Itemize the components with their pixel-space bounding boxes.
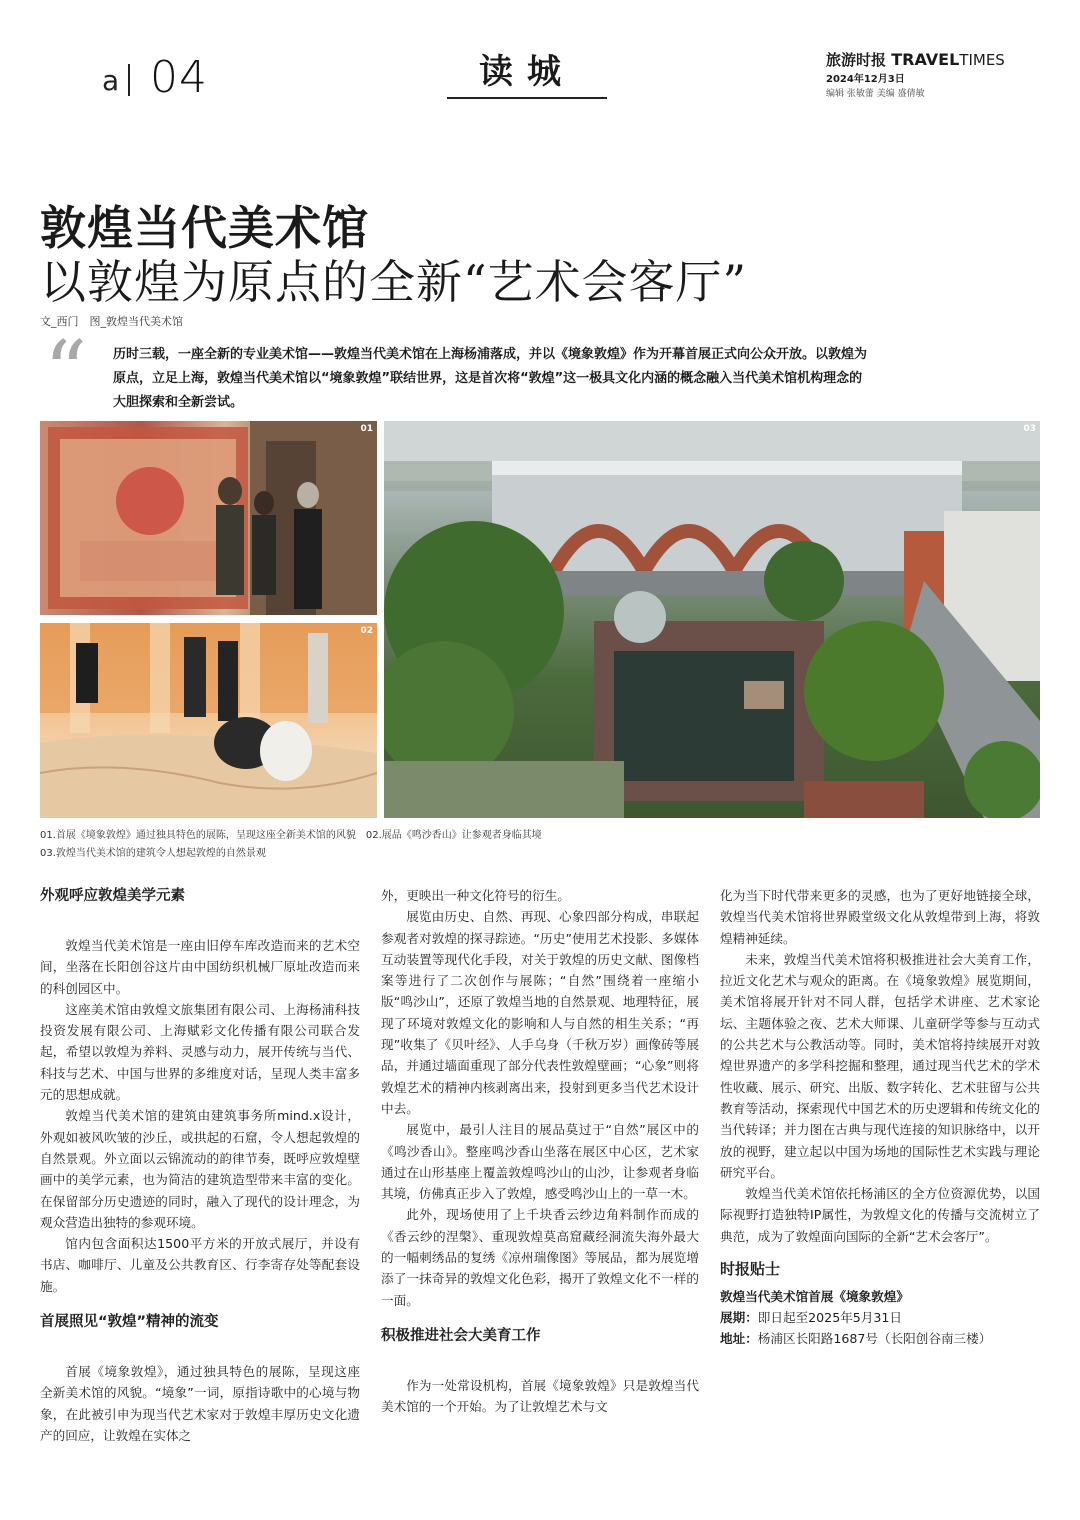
- tips-address-label: 地址：: [720, 1331, 758, 1347]
- lead-paragraph: 历时三载，一座全新的专业美术馆——敦煌当代美术馆在上海杨浦落成，并以《境象敦煌》作为开幕首展正式向公众开放。以敦煌为原点，立足上海，敦煌当代美术馆以“境象敦煌”联结世界，这是首次将“敦煌”这一极具文化内涵的概念融入当代美术馆机构理念的大胆探索和全新尝试。: [113, 347, 868, 410]
- brand-cn: 旅游时报: [826, 51, 887, 69]
- paragraph: 敦煌当代美术馆是一座由旧停车库改造而来的艺术空间，坐落在长阳创谷这片由中国纺织机械厂原址改造而来的科创园区中。: [40, 938, 360, 996]
- page-number: 04: [150, 52, 208, 103]
- byline: 文_西门 图_敦煌当代美术馆: [40, 315, 183, 328]
- paragraph: 馆内包含面积达1500平方米的开放式展厅，并设有书店、咖啡厅、儿童及公共教育区、行李寄存处等配套设施。: [40, 1236, 360, 1294]
- article-column-2: [381, 885, 699, 1418]
- photo-museum-aerial: [384, 421, 1040, 818]
- paragraph: 敦煌当代美术馆依托杨浦区的全方位资源优势，以国际视野打造独特IP属性，为敦煌文化的传播与交流树立了典范，成为了敦煌面向国际的全新“艺术会客厅”。: [720, 1186, 1040, 1244]
- headline-sub: 以敦煌为原点的全新“艺术会客厅”: [40, 255, 748, 309]
- paragraph: 展览由历史、自然、再现、心象四部分构成，串联起参观者对敦煌的探寻踪迹。“历史”使用艺术投影、多媒体互动装置等现代化手段，对关于敦煌的历史文献、图像档案等进行了二次创作与展陈；“自然”围绕着一座缩小版“鸣沙山”，还原了敦煌当地的自然景观、地理特征，展现了环境对敦煌文化的影响和人与自然的相生关系；“再现”收集了《贝叶经》、人手乌身（千秋万岁）画像砖等展品，并通过墙面重现了部分代表性敦煌壁画；“心象”则将敦煌艺术的精神内核剥离出来，投射到更多当代艺术设计中去。: [381, 909, 699, 1116]
- tips-exhibit-name: 敦煌当代美术馆首展《境象敦煌》: [720, 1289, 909, 1305]
- brand-en-suffix: TIMES: [959, 51, 1005, 69]
- tips-address-value: 杨浦区长阳路1687号（长阳创谷南三楼）: [757, 1331, 992, 1347]
- paragraph: 首展《境象敦煌》，通过独具特色的展陈，呈现这座全新美术馆的风貌。“境象”一词，原指诗歌中的心境与物象，在此被引申为现当代艺术家对于敦煌丰厚历史文化遗产的回应，让敦煌在实体之: [40, 1364, 360, 1443]
- subhead-appearance: 外观呼应敦煌美学元素: [40, 888, 185, 904]
- aerial-illustration: [384, 421, 1040, 818]
- section-rule: [447, 97, 607, 99]
- tips-title: 时报贴士: [720, 1260, 781, 1279]
- page-marker-divider: [128, 64, 130, 96]
- paragraph: 未来，敦煌当代美术馆将积极推进社会大美育工作，拉近文化艺术与观众的距离。在《境象敦煌》展览期间，美术馆将展开针对不同人群，包括学术讲座、艺术家论坛、主题体验之夜、艺术大师课、儿童研学等参与互动式的公共艺术与公教活动等。同时，美术馆将持续展开对敦煌世界遗产的多学科挖掘和整理，通过现当代艺术的学术性收藏、展示、研究、出版、数字转化、艺术驻留与公共教育等活动，探索现代中国艺术的历史逻辑和传统文化的当代转译；并力图在古典与现代连接的知识脉络中，以开放的视野，建立起以中国为场地的国际性艺术实践与理论研究平台。: [720, 951, 1040, 1180]
- mural-illustration: [40, 421, 377, 615]
- photo-label-02: 02: [360, 626, 373, 636]
- paragraph: 此外，现场使用了上千块香云纱边角料制作而成的《香云纱的涅槃》、重现敦煌莫高窟藏经洞流失海外最大的一幅刺绣品的复绣《凉州瑞像图》等展品，都为展览增添了一抹奇异的敦煌文化色彩，揭开了敦煌文化不一样的一面。: [381, 1207, 699, 1308]
- tips-address: [720, 1328, 1040, 1349]
- article-column-3: [720, 885, 1040, 1349]
- tips-period-label: 展期：: [720, 1310, 758, 1326]
- article-column-1: [40, 885, 360, 1446]
- installation-illustration: [40, 623, 377, 818]
- section-title: 读城: [479, 52, 575, 92]
- photo-caption-line2: 03.敦煌当代美术馆的建筑令人想起敦煌的自然景观: [40, 848, 266, 859]
- page-letter: a: [102, 64, 120, 97]
- headline-main: 敦煌当代美术馆: [40, 201, 369, 255]
- editor-credit: 编辑 张敏蕾 美编 盛倩敏: [826, 89, 925, 99]
- photo-label-01: 01: [360, 424, 373, 434]
- quote-mark-icon: “: [44, 323, 87, 421]
- paragraph: 外，更映出一种文化符号的衍生。: [381, 888, 570, 903]
- brand-en: TRAVEL: [891, 50, 960, 69]
- paragraph: 展览中，最引人注目的展品莫过于“自然”展区中的《鸣沙香山》。整座鸣沙香山坐落在展区中心区，艺术家通过在山形基座上覆盖敦煌鸣沙山的山沙，让参观者身临其境，仿佛真正步入了敦煌，感受鸣沙山上的一草一木。: [381, 1122, 699, 1202]
- subhead-public-education: 积极推进社会大美育工作: [381, 1327, 541, 1344]
- subhead-exhibition: 首展照见“敦煌”精神的流变: [40, 1314, 219, 1331]
- issue-date: 2024年12月3日: [826, 74, 905, 85]
- tips-period: [720, 1307, 1040, 1328]
- photo-gallery-mural: [40, 421, 377, 615]
- photo-label-03: 03: [1023, 424, 1036, 434]
- paragraph: 敦煌当代美术馆的建筑由建筑事务所mind.x设计，外观如被风吹皱的沙丘，或拱起的石窟，令人想起敦煌的自然景观。外立面以云锦流动的韵律节奏，既呼应敦煌壁画中的美学元素，也为简洁的建筑造型带来丰富的变化。在保留部分历史遗迹的同时，融入了现代的设计理念，为观众营造出独特的参观环境。: [40, 1108, 360, 1230]
- newspaper-brand: [826, 49, 1005, 70]
- paragraph: 这座美术馆由敦煌文旅集团有限公司、上海杨浦科技投资发展有限公司、上海赋彩文化传播有限公司联合发起，希望以敦煌为养料、灵感与动力，展开传统与当代、科技与艺术、中国与世界的多维度对话，呈现人类丰富多元的思想成就。: [40, 1001, 360, 1103]
- photo-sand-installation: [40, 623, 377, 818]
- tips-period-value: 即日起至2025年5月31日: [757, 1310, 903, 1326]
- photo-caption-line1: 01.首展《境象敦煌》通过独具特色的展陈，呈现这座全新美术馆的风貌 02.展品《鸣沙香山》让参观者身临其境: [40, 830, 542, 841]
- paragraph: 作为一处常设机构，首展《境象敦煌》只是敦煌当代美术馆的一个开始。为了让敦煌艺术与文: [381, 1377, 699, 1415]
- paragraph: 化为当下时代带来更多的灵感，也为了更好地链接全球，敦煌当代美术馆将世界殿堂级文化从敦煌带到上海，将敦煌精神延续。: [720, 888, 1040, 946]
